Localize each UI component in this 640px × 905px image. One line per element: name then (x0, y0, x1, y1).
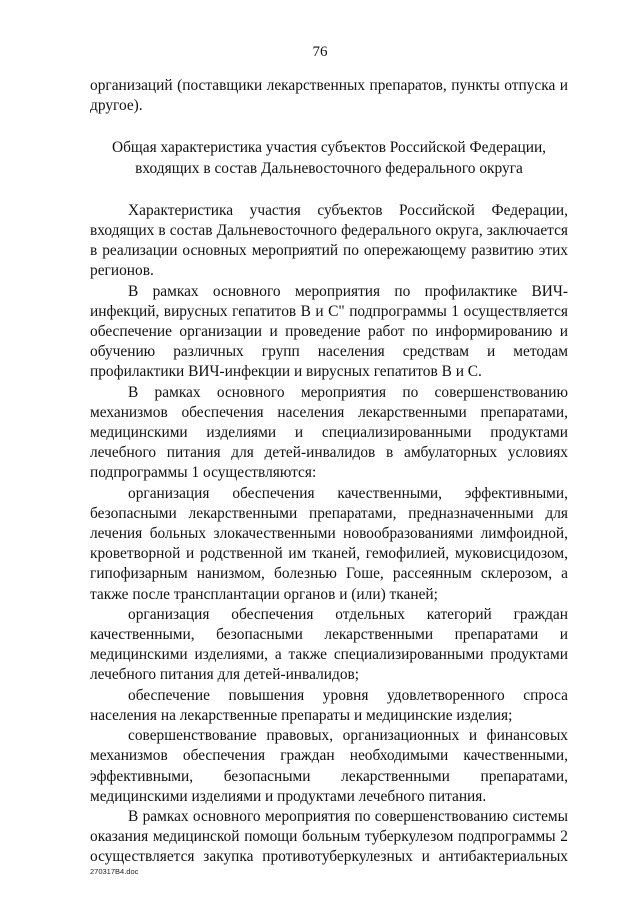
intro-paragraph: организаций (поставщики лекарственных препаратов, пункты отпуска и другое). (90, 77, 568, 115)
section-heading (90, 138, 568, 178)
list-item-demand-level: обеспечение повышения уровня удовлетворенного спроса населения на лекарственные препараты и медицинские изделия; (90, 686, 568, 724)
list-item-mechanisms: совершенствование правовых, организационных и финансовых механизмов обеспечения граждан необходимыми качественными, эффективными, безопасными лекарственными препаратами, медицинскими изделиями и продуктами лечебного питания. (90, 727, 568, 805)
list-item-organization-oncology: организация обеспечения качественными, эффективными, безопасными лекарственными препаратами, предназначенными для лечения больных злокачественными новообразованиями лимфоидной, кроветворной и родственной им тканей, гемофилией, муковисцидозом, гипофизарным нанизмом, болезнью Гоше, рассеянным склерозом, а также после трансплантации органов и (или) тканей; (90, 484, 568, 603)
paragraph-hiv-prevention: В рамках основного мероприятия по профилактике ВИЧ-инфекций, вирусных гепатитов В и С" подпрограммы 1 осуществляется обеспечение организации и проведение работ по информированию и обучению различных групп населения средствам и методам профилактики ВИЧ-инфекции и вирусных гепатитов В и С. (90, 282, 568, 381)
list-item-organization-categories: организация обеспечения отдельных категорий граждан качественными, безопасными лекарственными препаратами и медицинскими изделиями, а также специализированными продуктами лечебного питания для детей-инвалидов; (90, 605, 568, 684)
paragraph-drug-provision: В рамках основного мероприятия по совершенствованию механизмов обеспечения населения лекарственными препаратами, медицинскими изделиями и специализированными продуктами лечебного питания для детей-инвалидов в амбулаторных условиях подпрограммы 1 осуществляются: (90, 383, 568, 482)
paragraph-characteristics: Характеристика участия субъектов Российской Федерации, входящих в состав Дальневосточного федерального округа, заключается в реализации основных мероприятий по опережающему развитию этих регионов. (90, 201, 568, 280)
document-body (90, 76, 568, 868)
section-heading-line-2: входящих в состав Дальневосточного федерального округа (135, 159, 523, 177)
footer-filename: 270317B4.doc (90, 867, 139, 876)
page-number: 76 (312, 44, 328, 60)
paragraph-tuberculosis: В рамках основного мероприятия по совершенствованию системы оказания медицинской помощи больным туберкулезом подпрограммы 2 осуществляется закупка противотуберкулезных и антибактериальных (90, 807, 568, 866)
section-heading-line-1: Общая характеристика участия субъектов Российской Федерации, (111, 139, 547, 157)
